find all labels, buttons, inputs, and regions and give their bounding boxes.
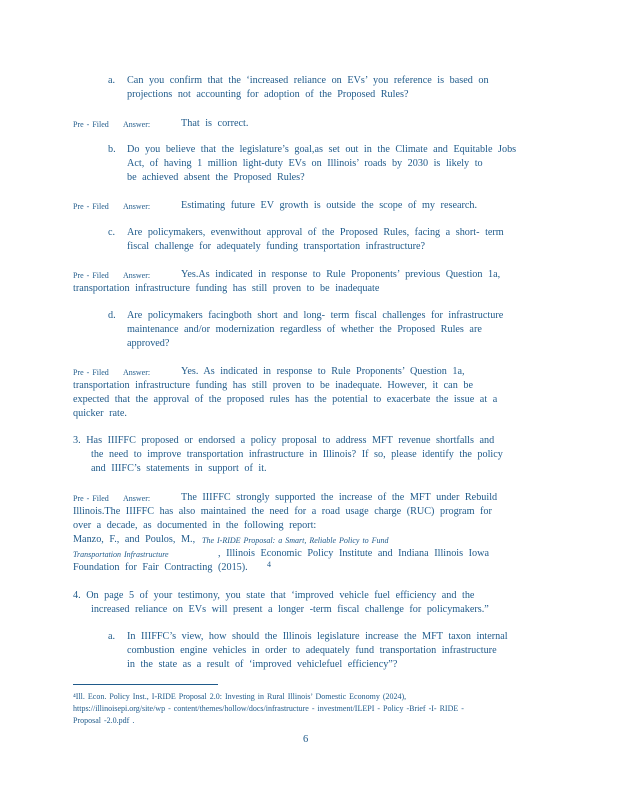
prefiled-label: Pre - Filed bbox=[73, 271, 109, 280]
answer-text: Yes. As indicated in response to Rule Proponents’ Question 1a, bbox=[181, 366, 465, 377]
citation-publisher: , Illinois Economic Policy Institute and Indiana Illinois Iowa bbox=[218, 548, 490, 559]
citation-title: The I-RIDE Proposal: a Smart, Reliable Policy to Fund bbox=[202, 536, 389, 545]
footnote-marker: 4 bbox=[267, 560, 271, 569]
answer-text: Yes.As indicated in response to Rule Proponents’ previous Question 1a, bbox=[181, 269, 501, 280]
question-text: Can you confirm that the ‘increased reliance on EVs’ you reference is based on bbox=[127, 75, 489, 86]
answer-text: expected that the approval of the proposed rules has the potential to exacerbate the issue at a bbox=[73, 394, 498, 405]
question-text: increased reliance on EVs will present a longer -term fiscal challenge for policymakers.” bbox=[91, 604, 489, 615]
question-text: Are policymakers, evenwithout approval of the Proposed Rules, facing a short- term bbox=[127, 227, 504, 238]
page-number: 6 bbox=[303, 734, 309, 745]
question-text: be achieved absent the Proposed Rules? bbox=[127, 172, 305, 183]
question-text: in the state as a result of ‘improved vehiclefuel efficiency”? bbox=[127, 659, 398, 670]
footnote-rule bbox=[73, 684, 218, 685]
answer-text: transportation infrastructure funding has still proven to be inadequate. However, it can be bbox=[73, 380, 473, 391]
answer-text: transportation infrastructure funding has still proven to be inadequate bbox=[73, 283, 380, 294]
question-text: In IIIFFC’s view, how should the Illinois legislature increase the MFT taxon internal bbox=[127, 631, 508, 642]
citation-title: Transportation Infrastructure bbox=[73, 550, 169, 559]
prefiled-label: Pre - Filed bbox=[73, 120, 109, 129]
question-text: and IIIFC’s statements in support of it. bbox=[91, 463, 267, 474]
item-label: d. bbox=[108, 310, 116, 321]
answer-text: over a decade, as documented in the following report: bbox=[73, 520, 317, 531]
footnote-text: ⁴Ill. Econ. Policy Inst., I-RIDE Proposal 2.0: Investing in Rural Illinois’ Domestic Economy (2024), bbox=[73, 692, 407, 701]
answer-label: Answer: bbox=[123, 271, 151, 280]
answer-text: Illinois.The IIIFFC has also maintained the need for a road usage charge (RUC) program for bbox=[73, 506, 492, 517]
answer-label: Answer: bbox=[123, 494, 151, 503]
question-text: projections not accounting for adoption of the Proposed Rules? bbox=[127, 89, 409, 100]
prefiled-label: Pre - Filed bbox=[73, 368, 109, 377]
item-label: c. bbox=[108, 227, 116, 238]
prefiled-label: Pre - Filed bbox=[73, 494, 109, 503]
citation-authors: Manzo, F., and Poulos, M., bbox=[73, 534, 196, 545]
question-text: fiscal challenge for adequately funding transportation infrastructure? bbox=[127, 241, 426, 252]
question-text: Do you believe that the legislature’s goal,as set out in the Climate and Equitable Jobs bbox=[127, 144, 517, 155]
answer-label: Answer: bbox=[123, 202, 151, 211]
answer-text: quicker rate. bbox=[73, 408, 127, 419]
question-text: maintenance and/or modernization regardless of whether the Proposed Rules are bbox=[127, 324, 482, 335]
answer-label: Answer: bbox=[123, 368, 151, 377]
item-label: b. bbox=[108, 144, 116, 155]
item-label: a. bbox=[108, 75, 116, 86]
footnote-link[interactable]: https://illinoisepi.org/site/wp - content/themes/hollow/docs/infrastructure - investment/ILEPI - Policy -Brief -I- RIDE - bbox=[73, 704, 464, 713]
answer-label: Answer: bbox=[123, 120, 151, 129]
prefiled-label: Pre - Filed bbox=[73, 202, 109, 211]
question-text: the need to improve transportation infrastructure in Illinois? If so, please identify the policy bbox=[91, 449, 503, 460]
question-text: combustion engine vehicles in order to adequately fund transportation infrastructure bbox=[127, 645, 497, 656]
footnote-link[interactable]: Proposal -2.0.pdf . bbox=[73, 716, 135, 725]
citation-publisher: Foundation for Fair Contracting (2015). bbox=[73, 562, 248, 573]
question-text: approved? bbox=[127, 338, 170, 349]
answer-text: Estimating future EV growth is outside the scope of my research. bbox=[181, 200, 478, 211]
question-text: Are policymakers facingboth short and long- term fiscal challenges for infrastructure bbox=[127, 310, 504, 321]
item-label: a. bbox=[108, 631, 116, 642]
question-text: 3. Has IIIFFC proposed or endorsed a policy proposal to address MFT revenue shortfalls and bbox=[73, 435, 495, 446]
question-text: Act, of having 1 million light-duty EVs on Illinois’ roads by 2030 is likely to bbox=[127, 158, 483, 169]
answer-text: That is correct. bbox=[181, 118, 249, 129]
question-text: 4. On page 5 of your testimony, you state that ‘improved vehicle fuel efficiency and the bbox=[73, 590, 475, 601]
answer-text: The IIIFFC strongly supported the increase of the MFT under Rebuild bbox=[181, 492, 498, 503]
